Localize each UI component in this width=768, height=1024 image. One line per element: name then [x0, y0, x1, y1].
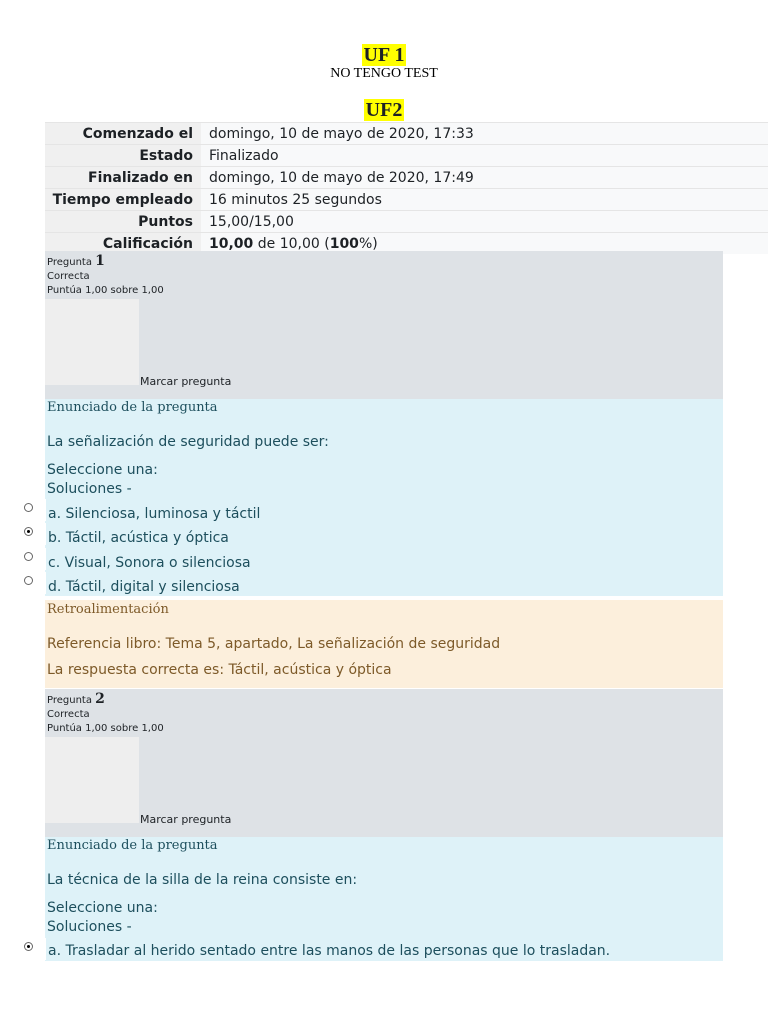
summary-label: Comenzado el — [45, 123, 201, 145]
feedback-header: Retroalimentación — [47, 602, 169, 617]
question-stem-header: Enunciado de la pregunta — [47, 838, 218, 853]
question-stem-header: Enunciado de la pregunta — [47, 400, 218, 415]
summary-label: Puntos — [45, 211, 201, 233]
summary-value: domingo, 10 de mayo de 2020, 17:49 — [201, 167, 768, 189]
radio-option-a[interactable] — [20, 938, 48, 960]
radio-option-b[interactable] — [20, 523, 48, 545]
summary-label: Tiempo empleado — [45, 189, 201, 211]
summary-row — [45, 123, 768, 145]
flag-question-link[interactable]: Marcar pregunta — [140, 813, 232, 826]
question-grade: Puntúa 1,00 sobre 1,00 — [47, 285, 164, 296]
section-heading-uf2 — [0, 99, 768, 122]
summary-label: Finalizado en — [45, 167, 201, 189]
question-formulation-2 — [45, 837, 723, 961]
question-prefix: Pregunta — [47, 257, 96, 268]
solutions-label: Soluciones - — [47, 919, 132, 935]
summary-label: Estado — [45, 145, 201, 167]
answer-option-c[interactable]: c. Visual, Sonora o silenciosa — [48, 555, 251, 571]
radio-option-a[interactable] — [20, 499, 48, 521]
question-number — [47, 691, 105, 707]
flag-image-box — [45, 737, 139, 823]
solutions-label: Soluciones - — [47, 481, 132, 497]
answer-option-a[interactable]: a. Trasladar al herido sentado entre las manos de las personas que lo trasladan. — [48, 943, 611, 959]
summary-row — [45, 145, 768, 167]
grade-percent: 100 — [329, 235, 359, 252]
answer-option-a[interactable]: a. Silenciosa, luminosa y táctil — [48, 506, 261, 522]
section-heading-uf1 — [0, 44, 768, 67]
radio-option-d[interactable] — [20, 572, 48, 594]
summary-row — [45, 167, 768, 189]
summary-value: 15,00/15,00 — [201, 211, 768, 233]
summary-row — [45, 189, 768, 211]
question-number-value: 2 — [95, 691, 105, 707]
no-test-note: NO TENGO TEST — [330, 66, 438, 81]
grade-end: %) — [358, 235, 378, 252]
select-prompt: Seleccione una: — [47, 900, 158, 916]
radio-selected-icon — [24, 942, 33, 951]
radio-selected-icon — [24, 527, 33, 536]
question-prefix: Pregunta — [47, 695, 96, 706]
feedback-correct-answer: La respuesta correcta es: Táctil, acústica y óptica — [47, 662, 392, 678]
question-grade: Puntúa 1,00 sobre 1,00 — [47, 723, 164, 734]
radio-empty-icon — [24, 576, 33, 585]
feedback-reference: Referencia libro: Tema 5, apartado, La señalización de seguridad — [47, 636, 501, 652]
summary-value: domingo, 10 de mayo de 2020, 17:33 — [201, 123, 768, 145]
answer-option-b[interactable]: b. Táctil, acústica y óptica — [48, 530, 229, 546]
question-text: La técnica de la silla de la reina consiste en: — [47, 872, 358, 888]
grade-score: 10,00 — [209, 235, 254, 252]
question-number-value: 1 — [95, 253, 105, 269]
question-info-1 — [45, 251, 723, 399]
radio-empty-icon — [24, 503, 33, 512]
question-formulation-1 — [45, 399, 723, 596]
summary-value: Finalizado — [201, 145, 768, 167]
summary-value: 16 minutos 25 segundos — [201, 189, 768, 211]
flag-image-box — [45, 299, 139, 385]
question-state: Correcta — [47, 271, 90, 282]
feedback-panel — [45, 600, 723, 688]
radio-empty-icon — [24, 552, 33, 561]
question-text: La señalización de seguridad puede ser: — [47, 434, 329, 450]
grade-label: Calificación — [45, 233, 201, 255]
summary-row — [45, 211, 768, 233]
attempt-summary-table — [45, 122, 768, 254]
uf2-title: UF2 — [365, 99, 403, 121]
uf1-title: UF 1 — [363, 44, 405, 66]
radio-option-c[interactable] — [20, 548, 48, 570]
select-prompt: Seleccione una: — [47, 462, 158, 478]
grade-mid: de 10,00 ( — [253, 235, 330, 252]
question-number — [47, 253, 105, 269]
flag-question-link[interactable]: Marcar pregunta — [140, 375, 232, 388]
question-info-2 — [45, 689, 723, 837]
answer-option-d[interactable]: d. Táctil, digital y silenciosa — [48, 579, 240, 595]
question-state: Correcta — [47, 709, 90, 720]
